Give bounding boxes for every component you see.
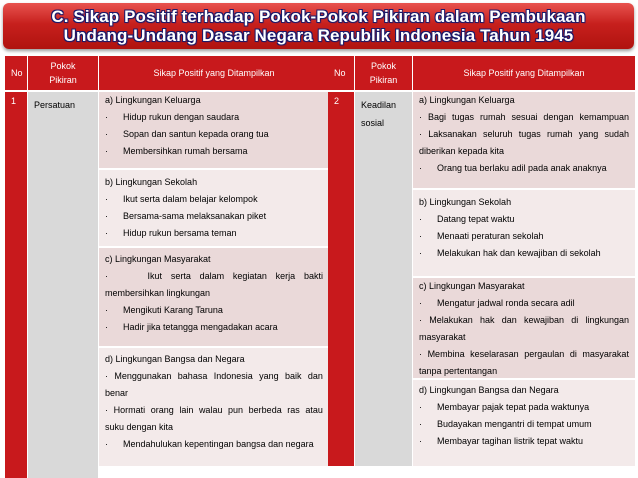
header-pokok-pikiran: Pokok Pikiran	[28, 56, 98, 90]
sikap-cell-bangsa-negara: d) Lingkungan Bangsa dan Negara · Membayar pajak tepat pada waktunya · Budayakan mengantri di tempat umum · Membayar tagihan listrik tepat waktu	[413, 380, 635, 466]
sikap-cell-sekolah: b) Lingkungan Sekolah · Ikut serta dalam belajar kelompok · Bersama-sama melaksanakan piket · Hidup rukun bersama teman	[99, 170, 329, 246]
sikap-cell-keluarga: a) Lingkungan Keluarga · Bagi tugas rumah sesuai dengan kemampuan · Laksanakan seluruh tugas rumah yang sudah diberikan kepada kita · Orang tua berlaku adil pada anak anaknya	[413, 92, 635, 188]
sikap-cell-bangsa-negara: d) Lingkungan Bangsa dan Negara · Menggunakan bahasa Indonesia yang baik dan benar · Hormati orang lain walau pun berbeda ras atau suku dengan kita · Mendahulukan kepentingan bangsa dan negara	[99, 348, 329, 466]
header-sikap: Sikap Positif yang Ditampilkan	[99, 56, 329, 90]
pokok-pikiran-cell: Keadilan sosial	[355, 92, 412, 466]
title-banner	[3, 3, 634, 49]
sikap-cell-keluarga: a) Lingkungan Keluarga · Hidup rukun dengan saudara · Sopan dan santun kepada orang tua · Membersihkan rumah bersama	[99, 92, 329, 168]
header-pokok-pikiran: Pokok Pikiran	[355, 56, 412, 90]
page-title: C. Sikap Positif terhadap Pokok-Pokok Pikiran dalam Pembukaan Undang-Undang Dasar Negara Republik Indonesia Tahun 1945	[51, 7, 586, 45]
row-number: 2	[328, 92, 354, 466]
header-no: No	[5, 56, 27, 90]
sikap-cell-masyarakat: c) Lingkungan Masyarakat · Ikut serta dalam kegiatan kerja bakti membersihkan lingkungan · Mengikuti Karang Taruna · Hadir jika tetangga mengadakan acara	[99, 248, 329, 346]
header-sikap: Sikap Positif yang Ditampilkan	[413, 56, 635, 90]
pokok-pikiran-cell: Persatuan	[28, 92, 98, 478]
sikap-cell-sekolah: b) Lingkungan Sekolah · Datang tepat waktu · Menaati peraturan sekolah · Melakukan hak dan kewajiban di sekolah	[413, 190, 635, 276]
header-no: No	[328, 56, 354, 90]
sikap-cell-masyarakat: c) Lingkungan Masyarakat · Mengatur jadwal ronda secara adil · Melakukan hak dan kewajiban di lingkungan masyarakat · Membina keselarasan pergaulan di masyarakat tanpa pertentangan	[413, 278, 635, 378]
row-number: 1	[5, 92, 27, 478]
